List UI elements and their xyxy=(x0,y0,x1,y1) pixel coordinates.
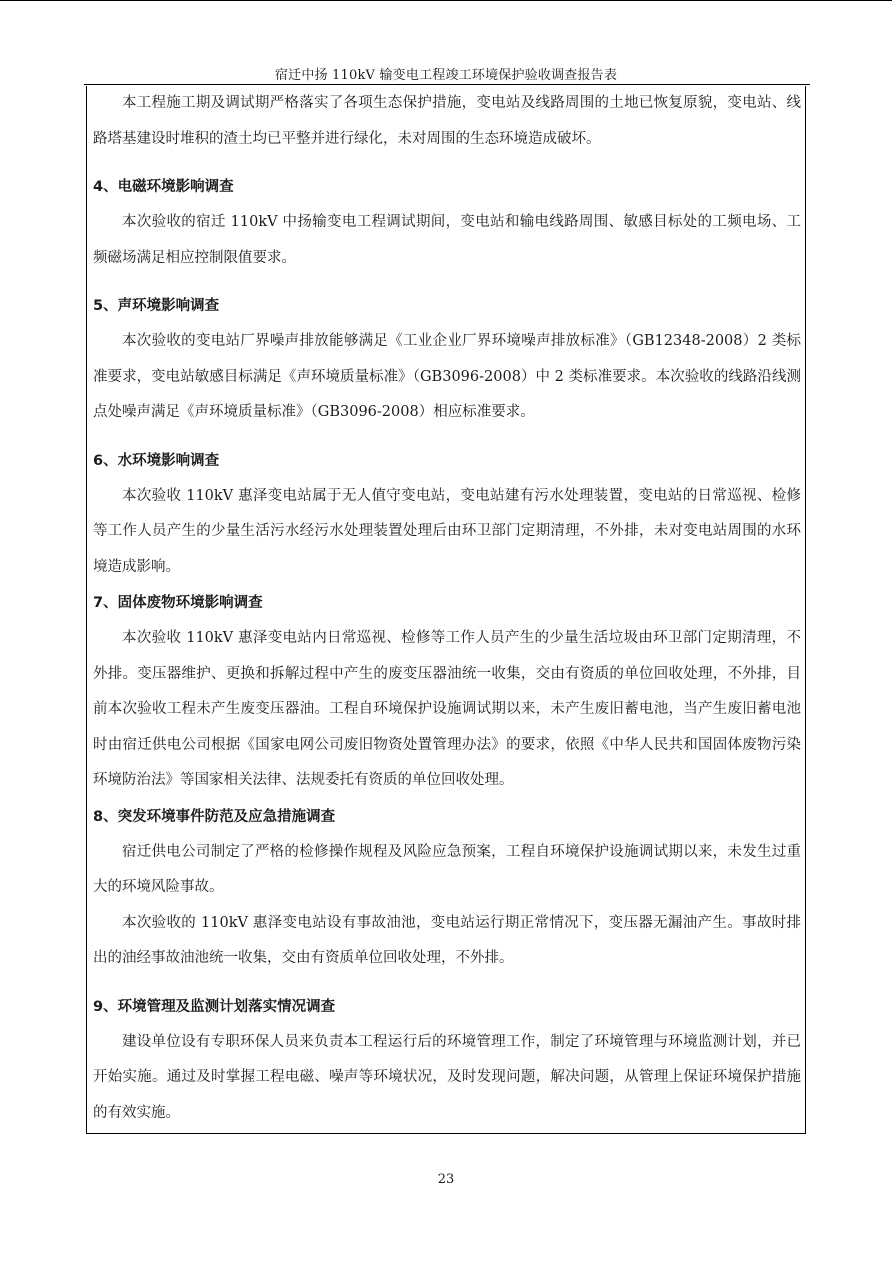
section-8-heading: 8、突发环境事件防范及应急措施调查 xyxy=(93,808,336,825)
section-5-heading: 5、声环境影响调查 xyxy=(93,298,220,314)
section-5-paragraph: 本次验收的变电站厂界噪声排放能够满足《工业企业厂界环境噪声排放标准》（GB12348-2008）2 类标准要求，变电站敏感目标满足《声环境质量标准》（GB3096-2008）中 2 类标准要求。本次验收的线路沿线测点处噪声满足《声环境质量标准》（GB3096-2008）相应标准要求。 xyxy=(93,333,801,420)
section-6-heading: 6、水环境影响调查 xyxy=(93,452,220,469)
section-8-paragraph-2: 本次验收的 110kV 惠泽变电站设有事故油池，变电站运行期正常情况下，变压器无漏油产生。事故时排出的油经事故油池统一收集，交由有资质单位回收处理，不外排。 xyxy=(93,914,801,966)
section-9-paragraph: 建设单位设有专职环保人员来负责本工程运行后的环境管理工作，制定了环境管理与环境监测计划，并已开始实施。通过及时掌握工程电磁、噪声等环境状况，及时发现问题，解决问题，从管理上保证环境保护措施的有效实施。 xyxy=(93,1033,801,1121)
top-border-line xyxy=(0,0,892,1)
section-6-paragraph: 本次验收 110kV 惠泽变电站属于无人值守变电站，变电站建有污水处理装置，变电站的日常巡视、检修等工作人员产生的少量生活污水经污水处理装置处理后由环卫部门定期清理，不外排，未对变电站周围的水环境造成影响。 xyxy=(93,487,801,575)
section-8-paragraph-1: 宿迁供电公司制定了严格的检修操作规程及风险应急预案，工程自环境保护设施调试期以来，未发生过重大的环境风险事故。 xyxy=(93,843,801,895)
ecology-paragraph: 本工程施工期及调试期严格落实了各项生态保护措施，变电站及线路周围的土地已恢复原貌，变电站、线路塔基建设时堆积的渣土均已平整并进行绿化，未对周围的生态环境造成破坏。 xyxy=(93,95,801,147)
section-4-paragraph: 本次验收的宿迁 110kV 中扬输变电工程调试期间，变电站和输电线路周围、敏感目标处的工频电场、工频磁场满足相应控制限值要求。 xyxy=(93,214,801,266)
section-7-heading: 7、固体废物环境影响调查 xyxy=(93,595,263,611)
section-4-heading: 4、电磁环境影响调查 xyxy=(93,179,234,195)
running-header: 宿迁中扬 110kV 输变电工程竣工环境保护验收调查报告表 xyxy=(274,68,618,83)
header-rule xyxy=(84,84,810,85)
section-9-heading: 9、环境管理及监测计划落实情况调查 xyxy=(93,998,336,1015)
section-7-paragraph: 本次验收 110kV 惠泽变电站内日常巡视、检修等工作人员产生的少量生活垃圾由环卫部门定期清理，不外排。变压器维护、更换和拆解过程中产生的废变压器油统一收集，交由有资质的单位回收处理，不外排，目前本次验收工程未产生废变压器油。工程自环境保护设施调试期以来，未产生废旧蓄电池，当产生废旧蓄电池时由宿迁供电公司根据《国家电网公司废旧物资处置管理办法》的要求，依照《中华人民共和国固体废物污染环境防治法》等国家相关法律、法规委托有资质的单位回收处理。 xyxy=(93,630,801,788)
page-number: 23 xyxy=(437,1172,455,1187)
report-body xyxy=(93,86,801,1131)
